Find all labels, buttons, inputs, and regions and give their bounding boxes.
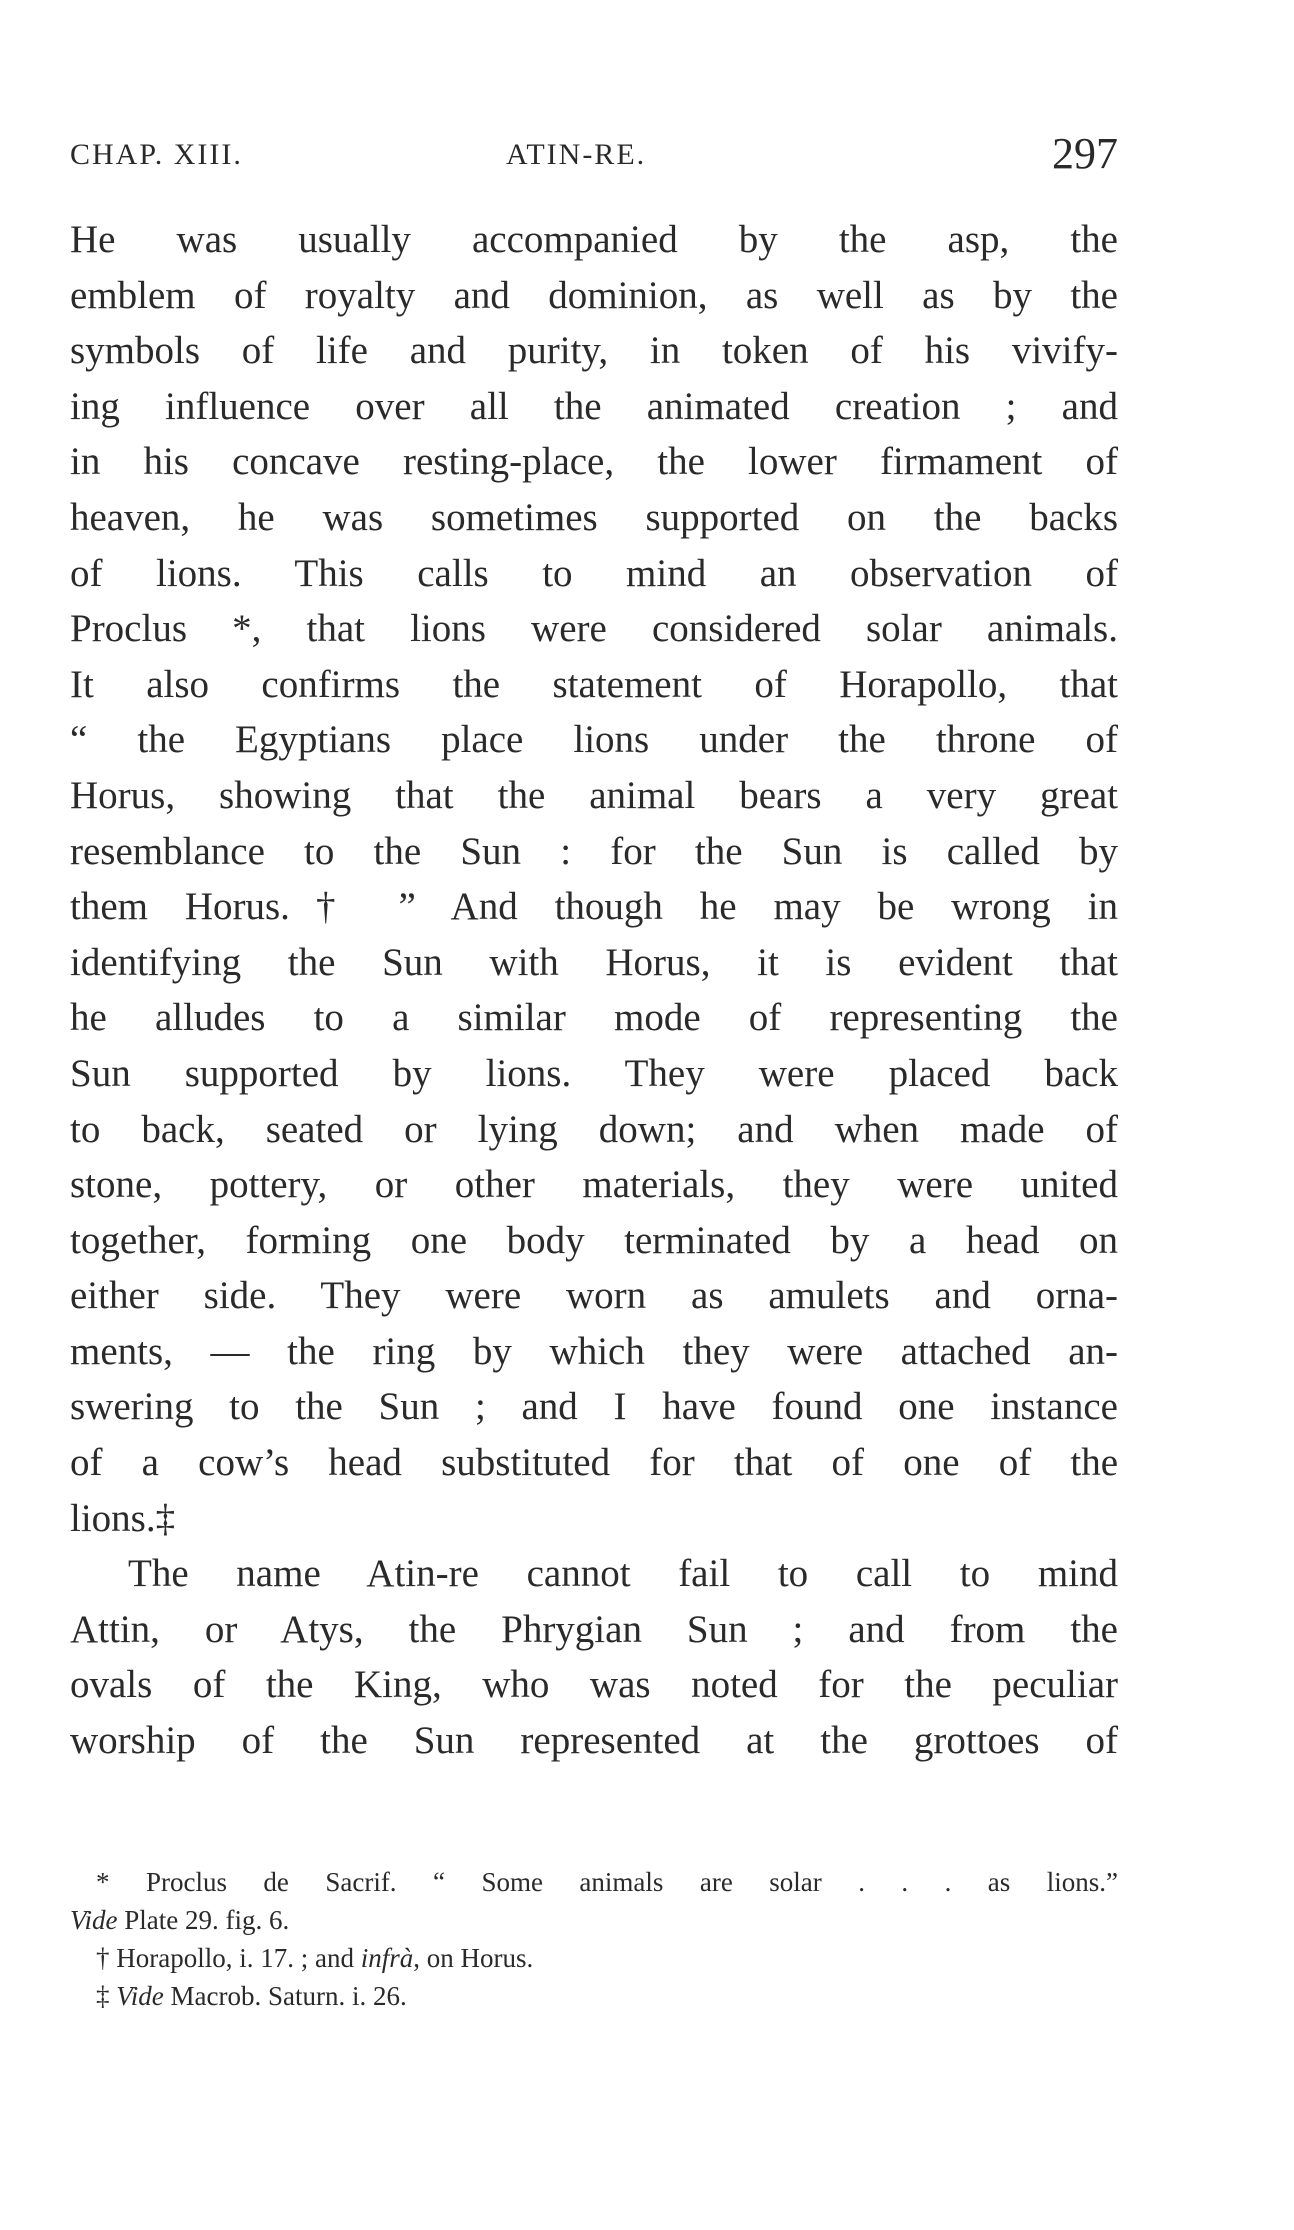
footnote-text: † Horapollo, i. 17. ; and [96, 1943, 361, 1973]
footnote-3 [70, 1977, 1118, 2015]
footnote-2 [70, 1939, 1118, 1977]
running-head [70, 128, 1118, 178]
footnote-vide: Vide [116, 1981, 164, 2011]
text-line: together, forming one body terminated by a head on [70, 1218, 1118, 1262]
text-line: Horus, showing that the animal bears a very great [70, 773, 1118, 817]
text-line: he alludes to a similar mode of representing the [70, 996, 1118, 1040]
footnote-1-continued [70, 1901, 1118, 1939]
text-line: Proclus *, that lions were considered solar animals. [70, 607, 1118, 651]
text-line: Attin, or Atys, the Phrygian Sun ; and from the [70, 1607, 1118, 1651]
footnotes [70, 1863, 1118, 2015]
text-line: ments, — the ring by which they were attached an- [70, 1329, 1118, 1373]
text-line: to back, seated or lying down; and when made of [70, 1107, 1118, 1151]
text-line: either side. They were worn as amulets and orna- [70, 1274, 1118, 1318]
chapter-label: CHAP. XIII. [70, 138, 243, 171]
text-line: stone, pottery, or other materials, they were united [70, 1163, 1118, 1207]
text-line: heaven, he was sometimes supported on the backs [70, 495, 1118, 539]
body-text [70, 212, 1118, 1769]
footnote-ref: Plate 29. fig. 6. [117, 1905, 290, 1935]
page-number: 297 [1052, 129, 1118, 178]
text-line: lions.‡ [70, 1496, 176, 1540]
text-line: of a cow’s head substituted for that of one of the [70, 1441, 1118, 1485]
text-line: Sun supported by lions. They were placed back [70, 1051, 1118, 1095]
text-line: ovals of the King, who was noted for the peculiar [70, 1663, 1118, 1707]
text-line: He was usually accompanied by the asp, the [70, 218, 1118, 261]
text-line: symbols of life and purity, in token of his vivify- [70, 329, 1118, 373]
text-line: The name Atin-re cannot fail to call to mind [128, 1552, 1118, 1596]
text-line: ing influence over all the animated creation ; and [70, 384, 1118, 428]
text-line: “ the Egyptians place lions under the throne of [70, 718, 1118, 762]
page-title: ATIN-RE. [506, 138, 647, 171]
text-line: It also confirms the statement of Horapollo, that [70, 662, 1118, 706]
text-line: resemblance to the Sun : for the Sun is called by [70, 829, 1118, 873]
text-line: emblem of royalty and dominion, as well as by the [70, 273, 1118, 317]
text-line: in his concave resting-place, the lower firmament of [70, 440, 1118, 484]
footnote-text: , on Horus. [413, 1943, 534, 1973]
text-line: them Horus.† ” And though he may be wrong in [70, 885, 1118, 929]
text-line: identifying the Sun with Horus, it is evident that [70, 940, 1118, 984]
text-line: of lions. This calls to mind an observation of [70, 551, 1118, 595]
text-line: worship of the Sun represented at the grottoes of [70, 1719, 1118, 1763]
footnote-ref: Macrob. Saturn. i. 26. [163, 1981, 407, 2011]
footnote-mark: ‡ [96, 1981, 117, 2011]
footnote-infra: infrà [360, 1943, 414, 1973]
footnote-1: * Proclus de Sacrif. “ Some animals are solar . . . as lions.” [96, 1867, 1118, 1897]
text-line: swering to the Sun ; and I have found one instance [70, 1385, 1118, 1429]
footnote-vide: Vide [70, 1905, 118, 1935]
